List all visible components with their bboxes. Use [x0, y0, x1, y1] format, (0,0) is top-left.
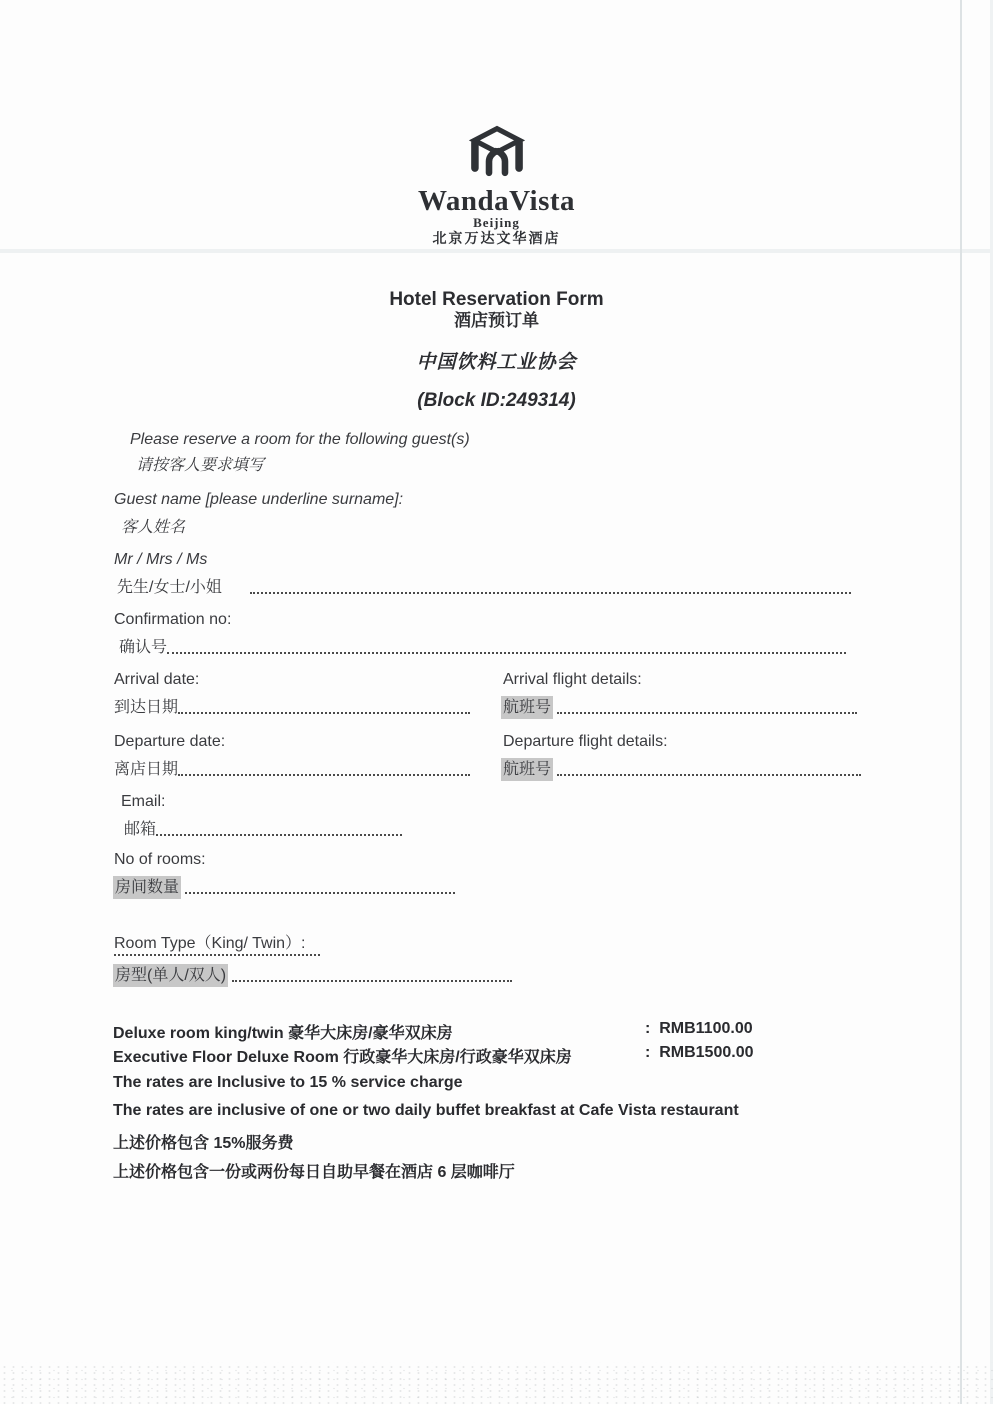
confirmation-fill-line [167, 652, 846, 654]
room-type-fill-line [232, 980, 512, 982]
rate-price-deluxe: : RMB1100.00 [645, 1020, 753, 1037]
departure-flight-label-zh: 航班号 [503, 761, 552, 778]
email-field-row [124, 820, 402, 839]
form-title-zh: 酒店预订单 [454, 311, 539, 330]
room-type-label-en [114, 934, 320, 953]
arrival-flight-label-en: Arrival flight details: [503, 671, 642, 688]
rooms-field-row [115, 878, 455, 897]
salutation-field-row [117, 578, 851, 597]
departure-date-label-en: Departure date: [114, 733, 226, 750]
arrival-date-label-en: Arrival date: [114, 671, 200, 688]
organization-name: 中国饮料工业协会 [416, 352, 577, 373]
email-label-en: Email: [121, 793, 166, 810]
rooms-label-zh: 房间数量 [115, 879, 180, 896]
rate-row-deluxe [113, 1020, 803, 1042]
rate-price-executive: : RMB1500.00 [645, 1044, 754, 1061]
departure-date-label-zh: 离店日期 [114, 761, 179, 778]
departure-flight-fill-line [557, 774, 861, 776]
confirmation-field-row [119, 638, 846, 657]
service-charge-note-en: The rates are Inclusive to 15 % service charge [113, 1074, 463, 1091]
salutation-label-zh: 先生/女士/小姐 [117, 579, 222, 596]
block-id: (Block ID:249314) [417, 390, 576, 411]
confirmation-label-zh: 确认号 [119, 639, 168, 656]
arrival-flight-label-zh: 航班号 [503, 699, 552, 716]
rate-name-executive: Executive Floor Deluxe Room 行政豪华大床房/行政豪华双床房 [113, 1049, 572, 1066]
departure-flight-field-row [503, 760, 861, 779]
arrival-date-field-row [114, 698, 470, 717]
salutation-fill-line [250, 592, 851, 594]
hotel-logo [0, 124, 993, 247]
arrival-flight-field-row [503, 698, 857, 717]
intro-line-zh: 请按客人要求填写 [136, 457, 265, 474]
wanda-vista-cube-icon [466, 124, 528, 184]
scan-artifact-band [0, 249, 993, 253]
form-title-en: Hotel Reservation Form [389, 289, 604, 310]
breakfast-note-zh: 上述价格包含一份或两份每日自助早餐在酒店 6 层咖啡厅 [113, 1164, 515, 1181]
document-title-block [0, 290, 993, 412]
confirmation-label-en: Confirmation no: [114, 611, 232, 628]
email-fill-line [156, 834, 402, 836]
room-type-field-row [115, 966, 512, 985]
scan-artifact-noise [0, 1362, 993, 1404]
room-type-label-en-text: Room Type（King/ Twin）: [114, 935, 320, 956]
email-label-zh: 邮箱 [124, 821, 157, 838]
arrival-date-label-zh: 到达日期 [114, 699, 179, 716]
rooms-fill-line [185, 892, 455, 894]
rate-name-deluxe: Deluxe room king/twin 豪华大床房/豪华双床房 [113, 1025, 453, 1042]
arrival-flight-fill-line [557, 712, 857, 714]
breakfast-note-en: The rates are inclusive of one or two daily buffet breakfast at Cafe Vista restaurant [113, 1102, 739, 1119]
rate-row-executive [113, 1044, 803, 1066]
intro-line-en: Please reserve a room for the following guest(s) [130, 431, 470, 448]
guest-name-label-en: Guest name [please underline surname]: [114, 491, 404, 508]
departure-flight-label-en: Departure flight details: [503, 733, 668, 750]
rooms-label-en: No of rooms: [114, 851, 206, 868]
brand-name: WandaVista [417, 185, 576, 217]
room-type-label-zh: 房型(单人/双人) [115, 967, 227, 984]
brand-name-chinese: 北京万达文华酒店 [432, 230, 561, 246]
departure-date-field-row [114, 760, 470, 779]
arrival-date-fill-line [178, 712, 470, 714]
salutation-label-en: Mr / Mrs / Ms [114, 551, 208, 568]
guest-name-label-zh: 客人姓名 [121, 519, 186, 536]
departure-date-fill-line [178, 774, 470, 776]
service-charge-note-zh: 上述价格包含 15%服务费 [113, 1135, 294, 1152]
brand-city: Beijing [473, 215, 520, 230]
